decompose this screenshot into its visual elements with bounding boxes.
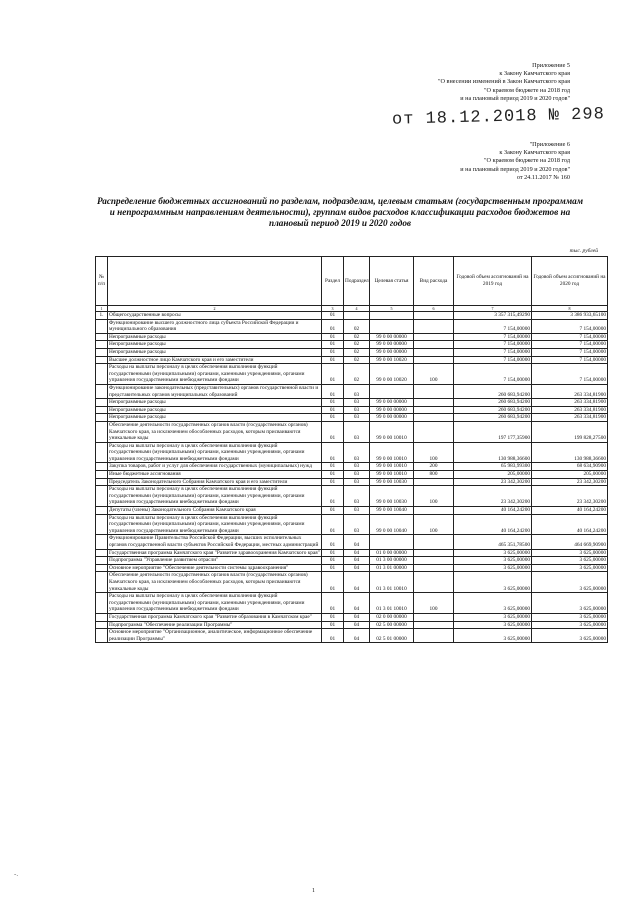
table-row (96, 319, 608, 333)
table-row (96, 348, 608, 356)
row-subsection: 04 (344, 535, 370, 549)
row-target-article: 99 0 00 00000 (370, 348, 414, 356)
row-number (96, 463, 108, 471)
row-name: Государственная программа Камчатского края "Развитие образования в Камчатском крае" (108, 613, 322, 621)
table-row (96, 535, 608, 549)
col-header-number: № п/п (96, 257, 108, 306)
row-name: Обеспечение деятельности государственных органов власти (государственных органов) Камчатского края, за исключением обособленных расходов, которым присваиваются уникальные коды (108, 421, 322, 442)
row-target-article: 01 3 00 00000 (370, 557, 414, 565)
col-header-expense-type: Вид расхода (414, 257, 454, 306)
row-amount-2020: 3 625,00000 (532, 613, 608, 621)
row-subsection: 03 (344, 384, 370, 398)
row-number (96, 629, 108, 643)
row-expense-type (414, 629, 454, 643)
row-amount-2019: 7 154,00000 (454, 319, 532, 333)
table-row (96, 514, 608, 535)
table-row (96, 572, 608, 593)
row-subsection: 03 (344, 478, 370, 486)
row-amount-2020: 3 625,00000 (532, 593, 608, 614)
row-target-article: 01 3 01 10010 (370, 572, 414, 593)
row-expense-type (414, 621, 454, 629)
row-amount-2019: 7 154,00000 (454, 333, 532, 341)
table-row (96, 564, 608, 572)
row-subsection: 03 (344, 442, 370, 463)
budget-table (95, 256, 608, 643)
table-row (96, 364, 608, 385)
row-name: Функционирование Правительства Российской Федерации, высших исполнительных органов государственной власти субъектов Российской Федерации, местных администраций (108, 535, 322, 549)
row-target-article: 99 0 00 10030 (370, 486, 414, 507)
row-number (96, 572, 108, 593)
appendix-header-5 (438, 62, 570, 103)
row-amount-2019: 7 154,00000 (454, 356, 532, 364)
table-row (96, 421, 608, 442)
row-number (96, 399, 108, 407)
row-amount-2020: 3 386 933,65100 (532, 312, 608, 320)
row-expense-type (414, 399, 454, 407)
row-name: Непрограммные расходы (108, 333, 322, 341)
table-row (96, 414, 608, 422)
column-number: 3 (322, 306, 344, 312)
header2-line: "О краевом бюджете на 2018 год (484, 157, 570, 165)
row-section: 01 (322, 478, 344, 486)
column-number: 2 (108, 306, 322, 312)
row-subsection: 03 (344, 471, 370, 479)
row-name: Основное мероприятие "Обеспечение деятельности системы здравоохранения" (108, 564, 322, 572)
header1-line: и на плановый период 2019 и 2020 годов" (460, 94, 570, 102)
row-amount-2020: 199 828,27500 (532, 421, 608, 442)
row-name: Председатель Законодательного Собрания Камчатского края и его заместители (108, 478, 322, 486)
row-expense-type (414, 613, 454, 621)
table-row (96, 478, 608, 486)
row-subsection: 02 (344, 356, 370, 364)
row-subsection: 02 (344, 319, 370, 333)
row-name: Государственная программа Камчатского края "Развитие здравоохранения Камчатского края" (109, 549, 320, 556)
row-amount-2020: 3 625,00000 (532, 621, 608, 629)
row-amount-2020: 7 154,00000 (532, 319, 608, 333)
header2-line: к Закону Камчатского края (499, 149, 570, 157)
row-amount-2020: 3 625,00000 (532, 629, 608, 643)
row-expense-type (414, 384, 454, 398)
row-target-article: 02 0 00 00000 (370, 613, 414, 621)
row-number (96, 514, 108, 535)
column-number: 4 (344, 306, 370, 312)
row-section: 01 (322, 549, 344, 557)
header1-line: "О внесении изменений в Закон Камчатского края (438, 78, 570, 86)
row-target-article: 02 5 00 00000 (370, 621, 414, 629)
row-subsection: 02 (344, 333, 370, 341)
row-target-article: 01 0 00 00000 (370, 549, 414, 557)
row-name: Расходы на выплаты персоналу в целях обеспечения выполнения функций государственными (муниципальными) органами, казенными учреждениями, органами управления государственными внебюджетными фондами (108, 514, 322, 535)
row-number (96, 414, 108, 422)
row-number (96, 613, 108, 621)
header2-line: и на плановый период 2019 и 2020 годов" (460, 165, 570, 173)
table-row (96, 406, 608, 414)
row-target-article (370, 535, 414, 549)
page-number: 1 (312, 888, 315, 894)
row-amount-2019: 23 342,30200 (454, 486, 532, 507)
row-amount-2020: 263 334,81900 (532, 406, 608, 414)
row-subsection: 04 (344, 564, 370, 572)
row-target-article: 99 0 00 10010 (370, 463, 414, 471)
row-subsection: 04 (344, 572, 370, 593)
row-name: Иные бюджетные ассигнования (108, 471, 322, 479)
column-number: 5 (370, 306, 414, 312)
row-amount-2020: 205,00000 (532, 471, 608, 479)
row-subsection: 02 (344, 341, 370, 349)
row-expense-type (414, 421, 454, 442)
row-amount-2019: 260 683,94200 (454, 414, 532, 422)
row-expense-type: 100 (414, 514, 454, 535)
table-row (96, 384, 608, 398)
row-name: Расходы на выплаты персоналу в целях обеспечения выполнения функций государственными (муниципальными) органами, казенными учреждениями, органами управления государственными внебюджетными фондами (108, 486, 322, 507)
row-number (96, 384, 108, 398)
margin-mark: ‑. (14, 870, 19, 878)
row-expense-type (414, 319, 454, 333)
row-amount-2020: 23 342,30200 (532, 478, 608, 486)
row-amount-2019: 260 683,94200 (454, 406, 532, 414)
row-name: Функционирование законодательных (представительных) органов государственной власти и представительных органов муниципальных образований (108, 384, 322, 398)
row-name: Закупка товаров, работ и услуг для обеспечения государственных (муниципальных) нужд (108, 463, 322, 471)
row-amount-2020: 7 154,00000 (532, 333, 608, 341)
row-section: 01 (322, 535, 344, 549)
row-section: 01 (322, 348, 344, 356)
row-target-article: 99 0 00 10030 (370, 478, 414, 486)
row-section: 01 (322, 507, 344, 515)
row-target-article: 99 0 00 10040 (370, 507, 414, 515)
row-subsection: 03 (344, 406, 370, 414)
row-expense-type (414, 478, 454, 486)
row-name: Расходы на выплаты персоналу в целях обеспечения выполнения функций государственными (муниципальными) органами, казенными учреждениями, органами управления государственными внебюджетными фондами (108, 442, 322, 463)
row-section: 01 (322, 406, 344, 414)
row-name: Непрограммные расходы (108, 341, 322, 349)
row-amount-2019: 465 351,78500 (454, 535, 532, 549)
row-subsection: 03 (344, 399, 370, 407)
row-number: 1. (96, 312, 108, 320)
row-number (96, 348, 108, 356)
row-expense-type (414, 406, 454, 414)
row-number (96, 319, 108, 333)
row-amount-2020: 263 334,81900 (532, 414, 608, 422)
row-amount-2020: 263 334,81900 (532, 399, 608, 407)
col-header-subsection: Подраздел (344, 257, 370, 306)
row-expense-type (414, 564, 454, 572)
row-name: Непрограммные расходы (108, 406, 322, 414)
row-name: Общегосударственные вопросы (108, 312, 322, 320)
row-amount-2019: 3 625,00000 (454, 621, 532, 629)
row-number (96, 549, 108, 557)
row-number (96, 564, 108, 572)
row-amount-2020: 23 342,30200 (532, 486, 608, 507)
row-amount-2019: 260 683,94200 (454, 399, 532, 407)
row-target-article (370, 384, 414, 398)
row-section: 01 (322, 593, 344, 614)
row-name: Непрограммные расходы (108, 414, 322, 422)
row-amount-2020: 7 154,00000 (532, 356, 608, 364)
row-amount-2019: 3 625,00000 (454, 629, 532, 643)
row-section: 01 (322, 421, 344, 442)
row-number (96, 341, 108, 349)
row-number (96, 442, 108, 463)
row-amount-2019: 3 625,00000 (454, 593, 532, 614)
row-amount-2019: 7 154,00000 (454, 364, 532, 385)
table-row (96, 312, 608, 320)
row-target-article: 01 3 01 10010 (370, 593, 414, 614)
row-amount-2020: 40 164,24200 (532, 514, 608, 535)
row-amount-2020: 7 154,00000 (532, 364, 608, 385)
row-subsection: 04 (344, 557, 370, 565)
row-expense-type (414, 535, 454, 549)
row-name: Функционирование высшего должностного лица субъекта Российской Федерации и муниципального образования (108, 319, 322, 333)
row-subsection: 04 (344, 593, 370, 614)
row-amount-2019: 3 357 315,49290 (454, 312, 532, 320)
header1-line: к Закону Камчатского края (499, 70, 570, 78)
table-row (96, 471, 608, 479)
row-section: 01 (322, 384, 344, 398)
row-number (96, 507, 108, 515)
row-subsection: 03 (344, 463, 370, 471)
row-section: 01 (322, 629, 344, 643)
row-amount-2019: 7 154,00000 (454, 348, 532, 356)
table-row (96, 613, 608, 621)
row-amount-2019: 3 625,00000 (454, 564, 532, 572)
table-row (96, 621, 608, 629)
row-amount-2020: 7 154,00000 (532, 341, 608, 349)
row-name: Расходы на выплаты персоналу в целях обеспечения выполнения функций государственными (муниципальными) органами, казенными учреждениями, органами управления государственными внебюджетными фондами (108, 364, 322, 385)
table-row (96, 399, 608, 407)
column-number: 7 (454, 306, 532, 312)
row-amount-2020: 3 625,00000 (532, 564, 608, 572)
row-target-article: 99 0 00 10010 (370, 471, 414, 479)
header2-line: "Приложение 6 (529, 141, 570, 148)
table-row (96, 593, 608, 614)
row-expense-type: 100 (414, 442, 454, 463)
row-target-article: 99 0 00 00000 (370, 333, 414, 341)
row-section: 01 (322, 514, 344, 535)
row-amount-2019: 40 164,24200 (454, 507, 532, 515)
col-header-section: Раздел (322, 257, 344, 306)
row-number (96, 471, 108, 479)
row-section: 01 (322, 572, 344, 593)
row-number (96, 621, 108, 629)
col-header-2019: Годовой объем ассигнований на 2019 год (454, 257, 532, 306)
row-section: 01 (322, 356, 344, 364)
row-target-article (370, 312, 414, 320)
row-expense-type (414, 341, 454, 349)
table-header-row (96, 257, 608, 306)
row-name: Подпрограмма "Обеспечение реализации Программы" (108, 621, 322, 629)
row-expense-type (414, 312, 454, 320)
row-name: Подпрограмма "Управление развитием отрасли" (108, 557, 322, 565)
row-target-article: 99 0 00 00000 (370, 414, 414, 422)
row-number (96, 557, 108, 565)
row-amount-2019: 3 625,00000 (454, 572, 532, 593)
row-expense-type (414, 557, 454, 565)
row-subsection: 02 (344, 364, 370, 385)
row-expense-type: 100 (414, 364, 454, 385)
row-expense-type: 800 (414, 471, 454, 479)
row-amount-2019: 3 625,00000 (454, 613, 532, 621)
row-expense-type (414, 507, 454, 515)
row-section: 01 (322, 564, 344, 572)
row-section: 01 (322, 442, 344, 463)
row-target-article: 99 0 00 10020 (370, 364, 414, 385)
row-expense-type: 100 (414, 486, 454, 507)
row-amount-2019: 23 342,30200 (454, 478, 532, 486)
row-target-article: 99 0 00 10010 (370, 442, 414, 463)
row-section: 01 (322, 613, 344, 621)
row-amount-2019: 130 988,36600 (454, 442, 532, 463)
table-row (96, 463, 608, 471)
row-number (96, 406, 108, 414)
row-name: Депутаты (члены) Законодательного Собрания Камчатского края (108, 507, 322, 515)
row-subsection: 04 (344, 621, 370, 629)
row-number (96, 333, 108, 341)
row-amount-2020: 3 625,00000 (532, 572, 608, 593)
row-section: 01 (322, 471, 344, 479)
row-subsection: 04 (344, 613, 370, 621)
row-section: 01 (322, 414, 344, 422)
document-title: Распределение бюджетных ассигнований по разделам, подразделам, целевым статьям (государственным программам и непрограммным направлениям деятельности), группам видов расходов классификации расходов бюджетов на плановый период 2019 и 2020 годов (96, 196, 584, 228)
row-expense-type (414, 333, 454, 341)
row-target-article: 99 0 00 10040 (370, 514, 414, 535)
row-subsection: 03 (344, 486, 370, 507)
row-amount-2020: 40 164,24200 (532, 507, 608, 515)
row-subsection: 02 (344, 348, 370, 356)
row-name: Непрограммные расходы (108, 348, 322, 356)
row-name: Основное мероприятие "Организационное, аналитическое, информационное обеспечение реализации Программы" (108, 629, 322, 643)
row-name: Непрограммные расходы (108, 399, 322, 407)
row-target-article: 99 0 00 00000 (370, 341, 414, 349)
table-row (96, 356, 608, 364)
column-number: 8 (532, 306, 608, 312)
row-name: Расходы на выплаты персоналу в целях обеспечения выполнения функций государственными (муниципальными) органами, казенными учреждениями, органами управления государственными внебюджетными фондами (108, 593, 322, 614)
table-row (96, 486, 608, 507)
row-expense-type: 200 (414, 463, 454, 471)
row-expense-type (414, 348, 454, 356)
row-subsection: 03 (344, 507, 370, 515)
row-amount-2020: 7 154,00000 (532, 348, 608, 356)
row-expense-type: 100 (414, 593, 454, 614)
header1-line: Приложение 5 (532, 62, 570, 69)
row-section: 01 (322, 333, 344, 341)
col-header-target-article: Целевая статья (370, 257, 414, 306)
row-number (96, 486, 108, 507)
row-section: 01 (322, 557, 344, 565)
row-amount-2019: 40 164,24200 (454, 514, 532, 535)
row-target-article (370, 319, 414, 333)
unit-label: тыс. рублей (569, 248, 598, 254)
table-row (96, 507, 608, 515)
row-target-article: 02 5 01 00000 (370, 629, 414, 643)
row-subsection: 03 (344, 421, 370, 442)
row-expense-type (414, 414, 454, 422)
row-name: Высшее должностное лицо Камчатского края и его заместители (108, 356, 322, 364)
row-amount-2019: 197 177,35900 (454, 421, 532, 442)
row-amount-2020: 3 625,00000 (532, 557, 608, 565)
row-number (96, 364, 108, 385)
col-header-2020: Годовой объем ассигнований на 2020 год (532, 257, 608, 306)
table-row (96, 549, 608, 557)
row-expense-type (414, 572, 454, 593)
row-section: 01 (322, 364, 344, 385)
row-amount-2020: 130 988,36600 (532, 442, 608, 463)
row-number (96, 356, 108, 364)
row-section: 01 (322, 463, 344, 471)
row-section: 01 (322, 319, 344, 333)
row-amount-2020: 3 625,00000 (532, 549, 608, 557)
row-target-article: 99 0 00 00000 (370, 406, 414, 414)
row-number (96, 535, 108, 549)
row-subsection (344, 312, 370, 320)
row-amount-2020: 68 634,90900 (532, 463, 608, 471)
header2-line: от 24.11.2017 № 160 (516, 173, 570, 181)
column-number: 1 (96, 306, 108, 312)
table-row (96, 333, 608, 341)
row-target-article: 99 0 00 10010 (370, 421, 414, 442)
row-number (96, 593, 108, 614)
header1-line: "О краевом бюджете на 2018 год (484, 86, 570, 94)
row-subsection: 03 (344, 414, 370, 422)
row-amount-2019: 205,00000 (454, 471, 532, 479)
row-amount-2019: 3 625,00000 (454, 549, 532, 557)
row-section: 01 (322, 621, 344, 629)
row-target-article: 99 0 00 00000 (370, 399, 414, 407)
appendix-header-6 (460, 141, 570, 182)
row-section: 01 (322, 341, 344, 349)
row-expense-type (414, 356, 454, 364)
row-amount-2020: 464 669,90900 (532, 535, 608, 549)
row-subsection: 04 (344, 629, 370, 643)
row-amount-2019: 7 154,00000 (454, 341, 532, 349)
row-number (96, 421, 108, 442)
row-amount-2019: 260 683,94200 (454, 384, 532, 398)
table-row (96, 557, 608, 565)
table-row (96, 629, 608, 643)
row-expense-type (414, 549, 454, 557)
row-number (96, 478, 108, 486)
table-row (96, 442, 608, 463)
row-subsection: 03 (344, 514, 370, 535)
row-section: 01 (322, 399, 344, 407)
col-header-name (108, 257, 322, 306)
row-name: Обеспечение деятельности государственных органов власти (государственных органов) Камчатского края, за исключением обособленных расходов, которым присваиваются уникальные коды (108, 572, 322, 593)
row-subsection: 04 (344, 549, 370, 557)
row-section: 01 (322, 312, 344, 320)
row-target-article: 99 0 00 10020 (370, 356, 414, 364)
row-section: 01 (322, 486, 344, 507)
date-stamp: от 18.12.2018 № 298 (391, 105, 606, 130)
row-target-article: 01 3 01 00000 (370, 564, 414, 572)
table-row (96, 341, 608, 349)
column-number: 6 (414, 306, 454, 312)
row-amount-2019: 3 625,00000 (454, 557, 532, 565)
row-amount-2019: 65 983,99300 (454, 463, 532, 471)
row-amount-2020: 263 334,81900 (532, 384, 608, 398)
